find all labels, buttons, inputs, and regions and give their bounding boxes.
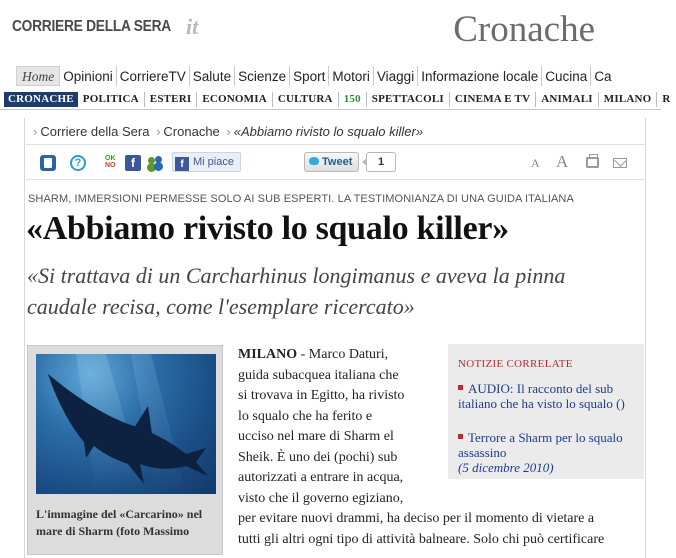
subnav-item-cultura[interactable]: CULTURA	[273, 92, 339, 107]
article-toolbar	[26, 144, 646, 180]
nav-item-motori[interactable]: Motori	[329, 66, 374, 86]
help-icon[interactable]: ?	[70, 155, 86, 171]
mobile-icon[interactable]	[40, 155, 56, 171]
subnav-item-esteri[interactable]: ESTERI	[145, 92, 198, 107]
related-news-link[interactable]: Terrore a Sharm per lo squalo assassino	[458, 430, 623, 460]
facebook-like-icon: f	[175, 157, 189, 171]
body-line: autorizzati a entrare in acqua,	[238, 470, 404, 485]
subnav-item-animali[interactable]: ANIMALI	[536, 92, 599, 107]
tweet-button[interactable]	[304, 152, 359, 172]
subnav-item-150[interactable]: 150	[339, 92, 367, 107]
shark-silhouette	[36, 354, 216, 494]
related-news-item[interactable]	[458, 430, 638, 475]
breadcrumb-item-home[interactable]: Corriere della Sera	[40, 124, 150, 139]
tweet-label: Tweet	[322, 156, 353, 168]
section-title[interactable]: Cronache	[453, 9, 595, 50]
subnav-item-milano[interactable]: MILANO	[599, 92, 658, 107]
breadcrumb-separator: ›	[226, 124, 231, 139]
site-logo-suffix[interactable]: it	[186, 14, 199, 39]
site-logo[interactable]: CORRIERE DELLA SERA	[12, 18, 171, 35]
top-navigation	[16, 66, 676, 88]
subnav-item-cronache[interactable]: CRONACHE	[4, 92, 78, 107]
nav-divider	[0, 109, 661, 110]
okno-icon[interactable]	[105, 155, 119, 171]
subnav-item-economia[interactable]: ECONOMIA	[197, 92, 273, 107]
dateline: MILANO	[238, 347, 298, 362]
subnav-item-cinema-tv[interactable]: CINEMA E TV	[450, 92, 536, 107]
bullet-icon	[458, 385, 463, 390]
print-icon[interactable]	[586, 157, 599, 168]
okno-ok: OK	[105, 155, 116, 162]
community-icon[interactable]	[147, 155, 163, 171]
like-label: Mi piace	[193, 156, 234, 168]
tweet-count: 1	[366, 152, 396, 172]
body-line: per evitare nuovi drammi, ha deciso per il momento di vietare a	[238, 511, 595, 526]
nav-item-corrieretv[interactable]: CorriereTV	[117, 66, 190, 86]
body-line: lo squalo che ha ferito e	[238, 408, 373, 424]
subnav-item-spettacoli[interactable]: SPETTACOLI	[367, 92, 450, 107]
facebook-icon[interactable]: f	[125, 155, 141, 171]
article-image-box	[27, 345, 223, 555]
subnav-item-politica[interactable]: POLITICA	[78, 92, 145, 107]
body-line: ucciso nel mare di Sharm el	[238, 429, 394, 444]
nav-item-scienze[interactable]: Scienze	[235, 66, 290, 86]
body-line: visto che il governo egiziano,	[238, 490, 404, 506]
masthead	[0, 0, 661, 62]
nav-item-viaggi[interactable]: Viaggi	[374, 66, 418, 86]
related-news-date: (5 dicembre 2010)	[458, 460, 554, 475]
shark-photo[interactable]	[36, 354, 216, 494]
related-news-title: NOTIZIE CORRELATE	[458, 358, 573, 370]
body-line	[238, 345, 388, 366]
breadcrumb-separator: ›	[33, 124, 38, 139]
twitter-bird-icon	[309, 157, 319, 165]
article-subheadline: «Si trattava di un Carcharhinus longimanus e aveva la pinna caudale recisa, come l'esemplare ricercato»	[27, 263, 566, 319]
nav-item-cucina[interactable]: Cucina	[542, 66, 591, 86]
okno-no: NO	[105, 162, 116, 169]
font-decrease-button[interactable]: A	[531, 156, 540, 170]
body-line-text: - Marco Daturi,	[297, 347, 389, 362]
body-line: guida subacquea italiana che	[238, 367, 399, 383]
body-line: Sheik. È uno dei (pochi) sub	[238, 449, 398, 465]
related-news-item[interactable]	[458, 381, 638, 411]
body-line: tutti gli altri ogni tipo di attività balneare. Solo chi può certificare	[238, 531, 605, 547]
breadcrumb-current: «Abbiamo rivisto lo squalo killer»	[233, 124, 424, 139]
related-news-link[interactable]: AUDIO: Il racconto del sub italiano che ha visto lo squalo ()	[458, 381, 625, 411]
breadcrumb	[30, 124, 423, 139]
image-caption: L'immagine del «Carcarino» nel mare di Sharm (foto Massimo	[36, 507, 203, 538]
related-news-box	[448, 344, 644, 479]
facebook-like-button[interactable]	[172, 152, 241, 172]
body-line: si trovava in Egitto, ha rivisto	[238, 388, 405, 403]
bullet-icon	[458, 434, 463, 439]
nav-item-salute[interactable]: Salute	[190, 66, 235, 86]
article-headline: «Abbiamo rivisto lo squalo killer»	[26, 210, 509, 247]
nav-item-sport[interactable]: Sport	[290, 66, 329, 86]
section-navigation	[0, 92, 671, 108]
font-increase-button[interactable]: A	[556, 152, 569, 171]
nav-item-home[interactable]: Home	[16, 66, 60, 86]
article-kicker: SHARM, IMMERSIONI PERMESSE SOLO AI SUB ESPERTI. LA TESTIMONIANZA DI UNA GUIDA ITALIANA	[28, 193, 574, 205]
nav-item-overflow[interactable]: Ca	[594, 69, 612, 84]
email-icon[interactable]	[613, 158, 627, 168]
breadcrumb-item-section[interactable]: Cronache	[163, 124, 220, 139]
nav-item-informazione-locale[interactable]: Informazione locale	[418, 66, 542, 86]
breadcrumb-separator: ›	[156, 124, 161, 139]
nav-item-opinioni[interactable]: Opinioni	[60, 66, 117, 86]
subnav-item-overflow[interactable]: R	[662, 93, 671, 105]
